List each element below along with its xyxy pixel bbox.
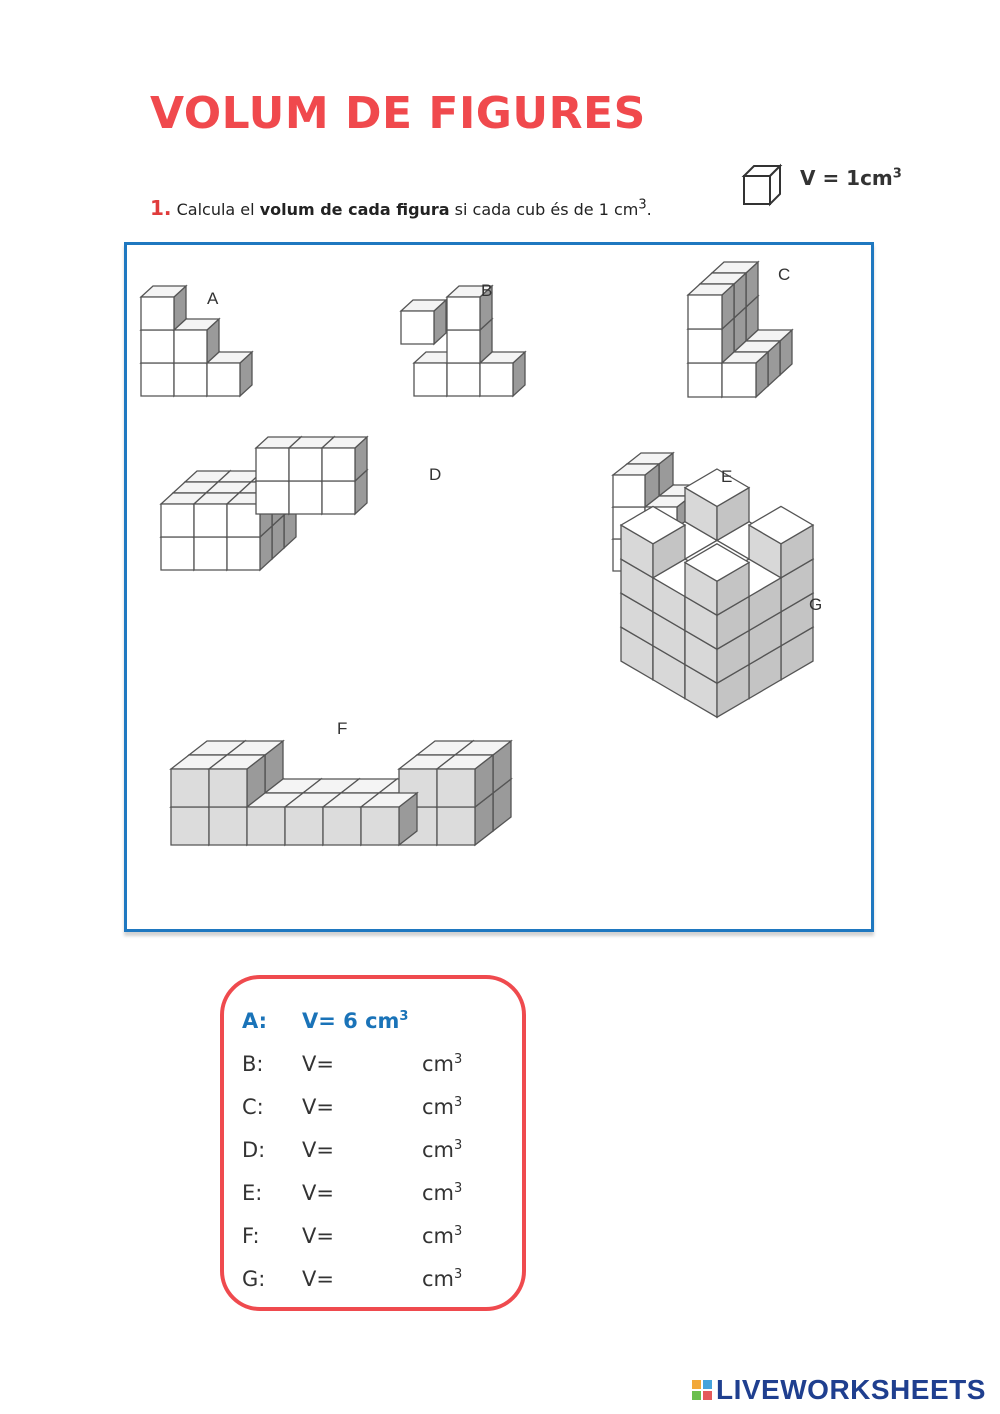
cube-front [141,363,174,396]
cube-front [688,295,722,329]
answer-volume[interactable]: V= [302,1224,334,1248]
figure-label-a: A [207,289,219,308]
cube-front [194,504,227,537]
instruction-text-after: si cada cub és de 1 cm [449,200,639,219]
answer-unit: $cm^3$ [422,1052,463,1076]
cube-front [141,297,174,330]
cube-front [209,807,247,845]
answer-letter: G: [242,1267,266,1291]
cube-front [161,504,194,537]
cube-front [256,481,289,514]
figure-label-d: D [429,465,442,484]
answer-sup: 3 [399,1009,409,1024]
cube-front [722,363,756,397]
instruction-sup: 3 [638,197,647,213]
cube-front [613,475,645,507]
cube-front [480,363,513,396]
answer-unit: $cm^3$ [422,1267,463,1291]
cube-front [688,329,722,363]
figure-label-f: F [337,719,348,738]
answer-unit: $cm^3$ [422,1138,463,1162]
cube-front [161,537,194,570]
brand-icon [692,1376,714,1406]
answer-volume[interactable]: V= [302,1267,334,1291]
answer-unit: $cm^3$ [422,1181,463,1205]
cube-front [285,807,323,845]
instruction-end: . [646,200,652,219]
cube-front [174,363,207,396]
instruction-bold: volum de cada figura [259,200,450,219]
cube-front [227,504,260,537]
cube-front [322,448,355,481]
cube-front [171,769,209,807]
figures-drawing [127,245,871,929]
cube-front [688,363,722,397]
answer-letter: F: [242,1224,260,1248]
cube-front [447,330,480,363]
cube-front [194,537,227,570]
cube-front [289,448,322,481]
answer-volume[interactable]: V= [302,1181,334,1205]
figure-label-b: B [481,281,493,300]
brand-logo [692,1374,992,1408]
cube-front [289,481,322,514]
cube-front [141,330,174,363]
figure-label-g: G [809,595,823,614]
cube-front [322,481,355,514]
answer-letter: D: [242,1138,266,1162]
cube-front [437,807,475,845]
unit-cube-icon [740,160,790,210]
cube-front [171,807,209,845]
answer-letter: A: [242,1009,268,1033]
cube-front [401,311,434,344]
answer-volume: V= 6 $cm^3$ [302,1009,409,1033]
cube-front [447,297,480,330]
cube-front [447,363,480,396]
answer-unit: $cm^3$ [422,1224,463,1248]
answer-unit: $cm^3$ [422,1095,463,1119]
unit-cube-legend [740,160,920,210]
cube-front [361,807,399,845]
answer-letter: C: [242,1095,264,1119]
cube-front [256,448,289,481]
answer-letter: E: [242,1181,263,1205]
instruction [150,196,652,220]
answer-volume[interactable]: V= [302,1095,334,1119]
cube-front [207,363,240,396]
answer-volume[interactable]: V= [302,1052,334,1076]
cube-front [414,363,447,396]
figure-label-c: C [778,265,791,284]
question-number: 1. [150,196,172,220]
cube-front [323,807,361,845]
cube-front [174,330,207,363]
answer-letter: B: [242,1052,264,1076]
page-title: VOLUM DE FIGURES [150,88,646,139]
cube-front [227,537,260,570]
figure-label-e: E [721,467,733,486]
cube-front [247,807,285,845]
brand-text: LIVEWORKSHEETS [716,1374,986,1405]
answer-volume[interactable]: V= [302,1138,334,1162]
instruction-text-before: Calcula el [176,200,260,219]
legend-text: $V = 1cm^3$ [800,166,902,190]
answers-box [220,975,526,1311]
cube-front [437,769,475,807]
cube-front [209,769,247,807]
figures-panel [124,242,874,932]
